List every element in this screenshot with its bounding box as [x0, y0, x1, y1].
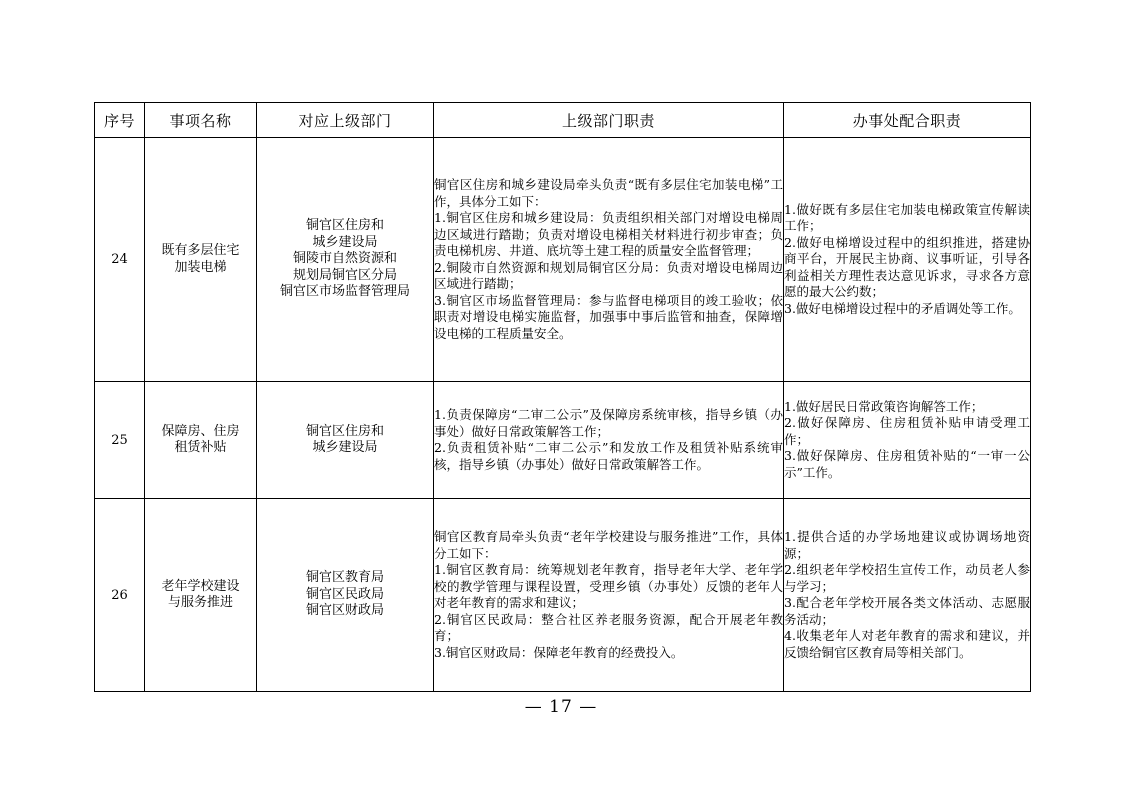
header-office-duties: 办事处配合职责 [784, 103, 1031, 138]
superior-duties: 铜官区住房和城乡建设局牵头负责“既有多层住宅加装电梯”工作，具体分工如下： 1.铜官区住房和城乡建设局：负责组织相关部门对增设电梯周边区域进行踏勘；负责对增设电梯相关材料进行初步审查；负责电梯机房、井道、底坑等土建工程的质量安全监督管理； 2.铜陵市自然资源和规划局铜官区分局：负责对增设电梯周边区域进行踏勘； 3.铜官区市场监督管理局：参与监督电梯项目的竣工验收；依职责对增设电梯实施监督，加强事中事后监管和抽查，保障增设电梯的工程质量安全。 [434, 138, 784, 382]
row-number: 26 [95, 499, 145, 692]
table-row [95, 138, 1031, 382]
header-superior-duties: 上级部门职责 [434, 103, 784, 138]
superior-duties: 1.负责保障房“二审二公示”及保障房系统审核，指导乡镇（办事处）做好日常政策解答工作； 2.负责租赁补贴“二审二公示”和发放工作及租赁补贴系统审核，指导乡镇（办事处）做好日常政策解答工作。 [434, 382, 784, 499]
table-row [95, 499, 1031, 692]
item-name: 既有多层住宅 加装电梯 [145, 138, 257, 382]
table-row [95, 382, 1031, 499]
office-duties: 1.提供合适的办学场地建议或协调场地资源； 2.组织老年学校招生宣传工作，动员老人参与学习； 3.配合老年学校开展各类文体活动、志愿服务活动； 4.收集老年人对老年教育的需求和建议，并反馈给铜官区教育局等相关部门。 [784, 499, 1031, 692]
header-row [95, 103, 1031, 138]
superior-department: 铜官区教育局 铜官区民政局 铜官区财政局 [257, 499, 434, 692]
item-name: 保障房、住房 租赁补贴 [145, 382, 257, 499]
header-item-name: 事项名称 [145, 103, 257, 138]
header-superior-department: 对应上级部门 [257, 103, 434, 138]
superior-department: 铜官区住房和 城乡建设局 铜陵市自然资源和 规划局铜官区分局 铜官区市场监督管理局 [257, 138, 434, 382]
office-duties: 1.做好既有多层住宅加装电梯政策宣传解读工作； 2.做好电梯增设过程中的组织推进，搭建协商平台，开展民主协商、议事听证，引导各利益相关方理性表达意见诉求，寻求各方意愿的最大公约数； 3.做好电梯增设过程中的矛盾调处等工作。 [784, 138, 1031, 382]
office-duties: 1.做好居民日常政策咨询解答工作； 2.做好保障房、住房租赁补贴申请受理工作； 3.做好保障房、住房租赁补贴的“一审一公示”工作。 [784, 382, 1031, 499]
row-number: 25 [95, 382, 145, 499]
header-number: 序号 [95, 103, 145, 138]
superior-department: 铜官区住房和 城乡建设局 [257, 382, 434, 499]
item-name: 老年学校建设 与服务推进 [145, 499, 257, 692]
superior-duties: 铜官区教育局牵头负责“老年学校建设与服务推进”工作，具体分工如下： 1.铜官区教育局：统筹规划老年教育，指导老年大学、老年学校的教学管理与课程设置，受理乡镇（办事处）反馈的老年人对老年教育的需求和建议； 2.铜官区民政局：整合社区养老服务资源，配合开展老年教育； 3.铜官区财政局：保障老年教育的经费投入。 [434, 499, 784, 692]
page-number: — 17 — [524, 697, 598, 717]
duty-table [94, 102, 1031, 692]
row-number: 24 [95, 138, 145, 382]
